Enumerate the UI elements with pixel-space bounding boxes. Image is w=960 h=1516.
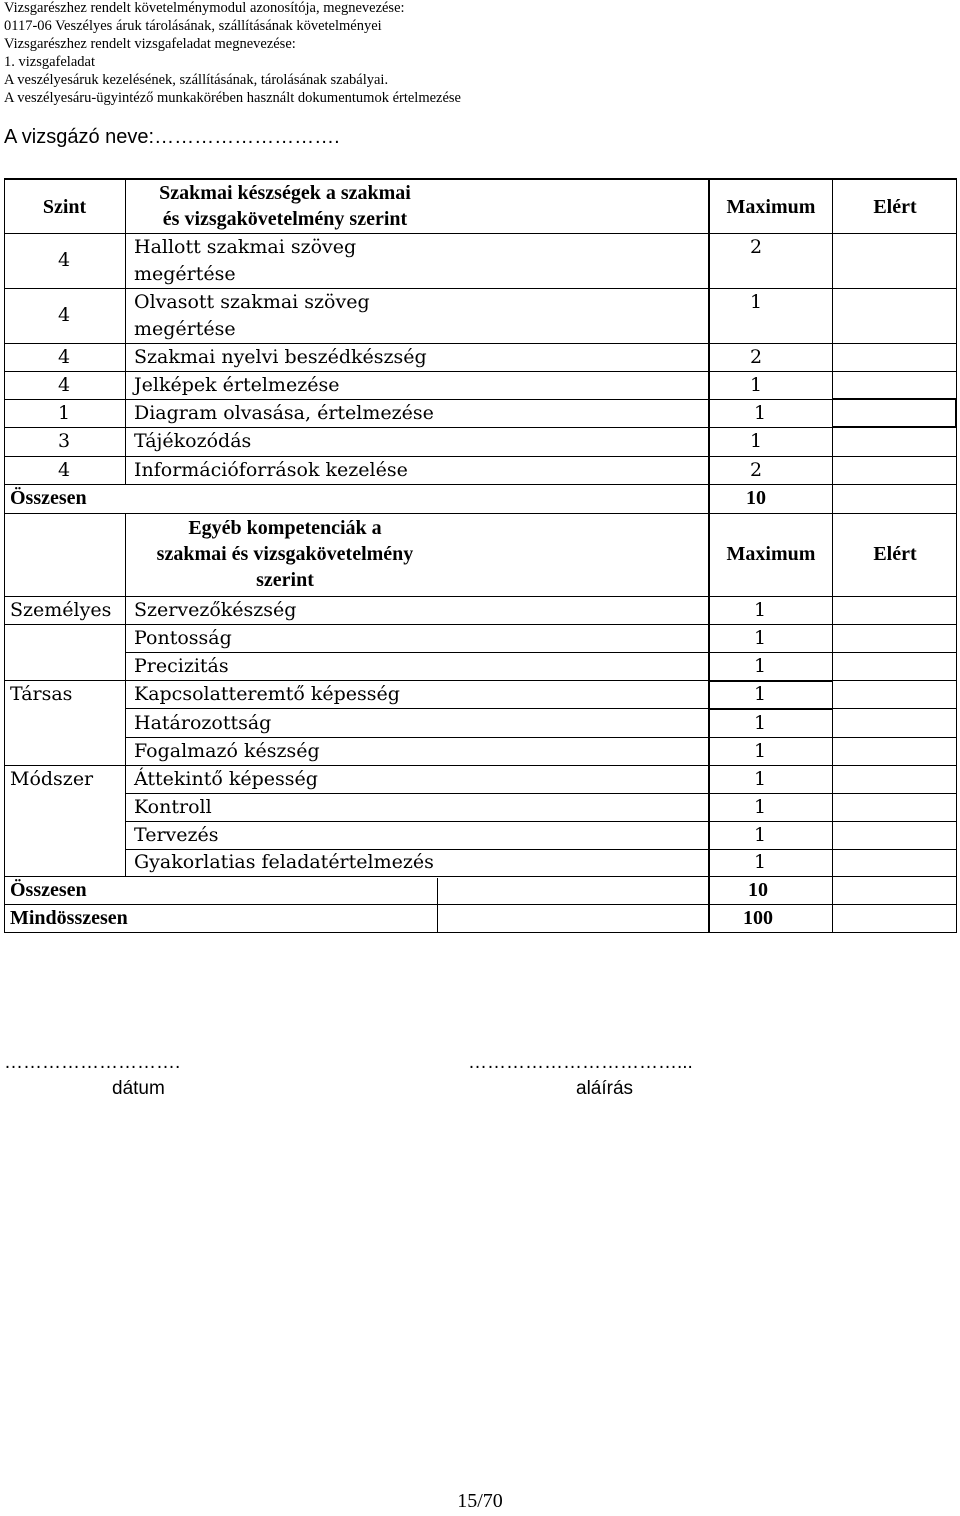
table-row-skill: Kontroll [134,796,212,818]
table-row-skill: Szervezőkészség [134,599,297,621]
table-row-level: 4 [58,459,71,481]
table-row-skill: Fogalmazó készség [134,740,320,762]
column-header-skills: Szakmai készségek a szakmai és vizsgakövetelmény szerint [159,182,411,230]
header-line: 0117-06 Veszélyes áruk tárolásának, szállításának követelményei [4,17,382,34]
table-row-max: 1 [754,712,767,734]
table-row-skill: Diagram olvasása, értelmezése [134,402,434,424]
page-number: 15/70 [457,1490,503,1512]
table-row-max: 1 [754,402,767,424]
date-dots: ………………………. [4,1052,181,1073]
table-row-level: 4 [58,249,71,271]
table-row-level: 4 [58,374,71,396]
table-row-level: 4 [58,304,71,326]
column-header-szint: Szint [42,196,87,218]
column-header-maximum: Maximum [726,196,816,218]
table-grand-total-value: 100 [743,907,773,929]
table-row-skill: Szakmai nyelvi beszédkészség [134,346,427,368]
table-row-max: 1 [754,740,767,762]
table-row-skill: Tájékozódás [134,430,252,452]
column-header-elert: Elért [873,196,917,218]
header-line: Vizsgarészhez rendelt vizsgafeladat megnevezése: [4,35,296,52]
candidate-name-label: A vizsgázó neve:………………………. [4,126,340,148]
header-line: 1. vizsgafeladat [4,53,95,70]
table-row-skill: megértése [134,263,236,285]
table-total-value: 10 [746,487,766,509]
table-grand-total-label: Mindösszesen [10,907,128,929]
table-row-skill: Jelképek értelmezése [134,374,340,396]
table-row-skill: Gyakorlatias feladatértelmezés [134,851,434,873]
table-row-skill: Kapcsolatteremtő képesség [134,683,400,705]
table-row-max: 2 [750,346,763,368]
date-label: dátum [112,1078,165,1099]
table-row-skill: Tervezés [134,824,219,846]
table-row-max: 1 [754,599,767,621]
table-row-group: Módszer [10,768,94,790]
table-row-max: 2 [750,459,763,481]
column-header-maximum: Maximum [726,543,816,565]
table-total-value: 10 [748,879,768,901]
table-row-max: 1 [750,374,763,396]
table-row-max: 1 [754,683,767,705]
table-row-skill: megértése [134,318,236,340]
column-header-elert: Elért [873,543,917,565]
table-row-skill: Határozottság [134,712,272,734]
table-row-max: 1 [754,824,767,846]
table-row-skill: Pontosság [134,627,232,649]
table-row-skill: Precizitás [134,655,229,677]
table-row-max: 2 [750,236,763,258]
table-row-max: 1 [754,851,767,873]
column-header-competencies: Egyéb kompetenciák a szakmai és vizsgakövetelmény szerint [156,517,414,591]
table-row-skill: Információforrások kezelése [134,459,408,481]
document-header [4,0,461,107]
table-total-label: Összesen [10,879,87,901]
table-row-skill: Hallott szakmai szöveg [134,236,357,258]
signature-dots: ……………………………... [468,1052,693,1073]
table-row-max: 1 [750,291,763,313]
header-line: Vizsgarészhez rendelt követelménymodul azonosítója, megnevezése: [4,0,405,16]
header-line: A veszélyesáru-ügyintéző munkakörében használt dokumentumok értelmezése [4,89,461,106]
header-line: A veszélyesáruk kezelésének, szállításának, tárolásának szabályai. [4,71,389,88]
table-total-label: Összesen [10,487,87,509]
table-row-group: Személyes [10,599,112,621]
table-row-level: 4 [58,346,71,368]
table-row-skill: Áttekintő képesség [134,768,318,790]
table-row-max: 1 [754,768,767,790]
table-row-level: 3 [58,430,71,452]
table-row-max: 1 [750,430,763,452]
table-row-max: 1 [754,796,767,818]
table-row-skill: Olvasott szakmai szöveg [134,291,370,313]
table-row-max: 1 [754,655,767,677]
table-row-max: 1 [754,627,767,649]
table-row-group: Társas [10,683,73,705]
table-row-level: 1 [58,402,71,424]
signature-label: aláírás [576,1078,634,1099]
